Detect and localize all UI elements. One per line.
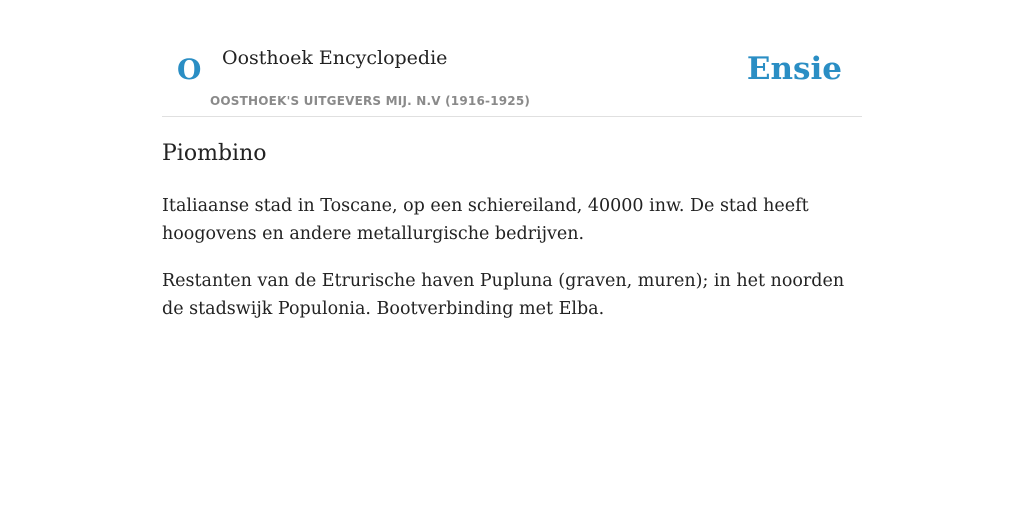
oosthoek-logo-icon[interactable]: O bbox=[177, 53, 202, 86]
article-paragraph: Restanten van de Etrurische haven Pupluna (graven, muren); in het noorden de stadswijk Populonia. Bootverbinding met Elba. bbox=[162, 271, 845, 319]
article bbox=[162, 136, 862, 323]
ensie-brand-link[interactable]: Ensie bbox=[746, 51, 842, 87]
article-paragraph: Italiaanse stad in Toscane, op een schiereiland, 40000 inw. De stad heeft hoogovens en andere metallurgische bedrijven. bbox=[162, 196, 809, 244]
encyclopedia-header bbox=[162, 0, 862, 117]
publisher-label: OOSTHOEK'S UITGEVERS MIJ. N.V (1916-1925) bbox=[210, 94, 531, 108]
article-title: Piombino bbox=[162, 141, 267, 166]
encyclopedia-title[interactable]: Oosthoek Encyclopedie bbox=[222, 47, 448, 69]
